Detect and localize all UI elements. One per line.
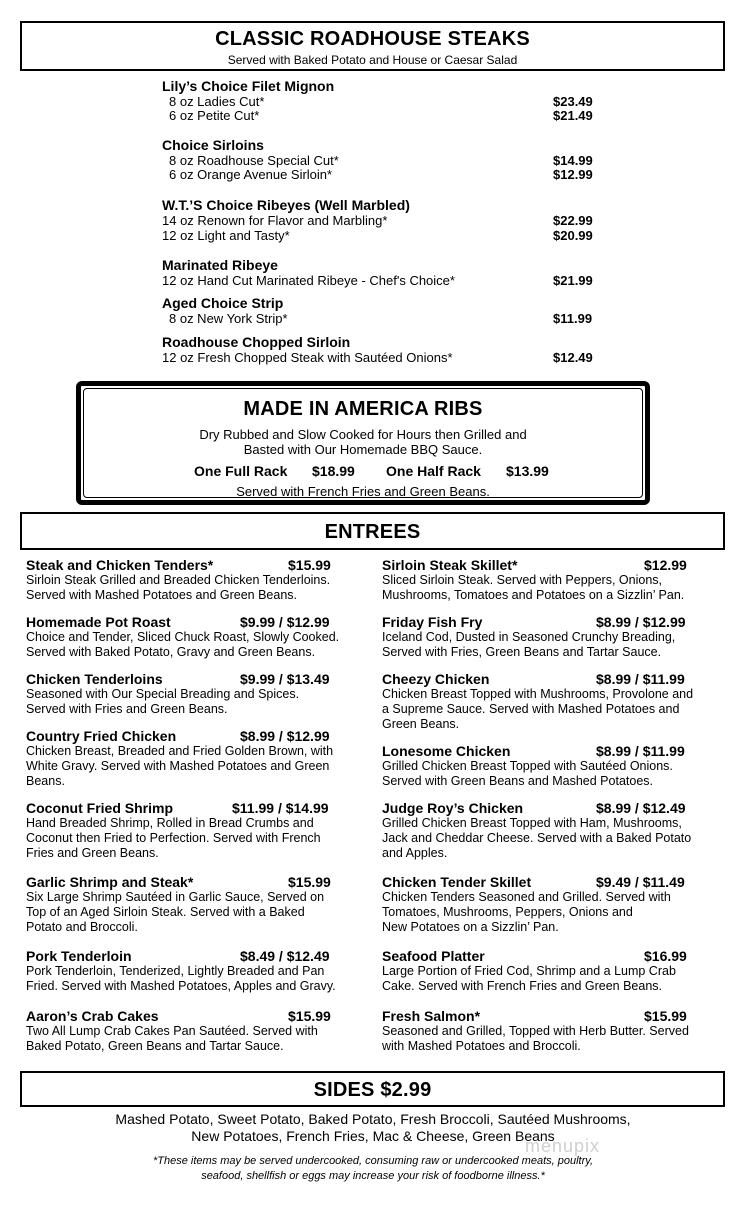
entree-description bbox=[26, 1024, 371, 1054]
entree-description-line: Served with Baked Potato, Gravy and Green Beans. bbox=[26, 645, 316, 659]
entrees-title: ENTREES bbox=[324, 521, 421, 543]
entree-description-line: Choice and Tender, Sliced Chuck Roast, Slowly Cooked. bbox=[26, 630, 340, 644]
steak-group-name: Aged Choice Strip bbox=[162, 295, 284, 311]
ribs-full-rack-label: One Full Rack bbox=[194, 463, 288, 479]
entree-description bbox=[26, 964, 371, 994]
entree-description-line: White Gravy. Served with Mashed Potatoes and Green bbox=[26, 759, 330, 773]
entree-description bbox=[382, 890, 727, 935]
entree-description bbox=[26, 687, 371, 717]
entree-description-line: Sliced Sirloin Steak. Served with Peppers, Onions, bbox=[382, 573, 662, 587]
entree-price: $15.99 bbox=[288, 874, 331, 890]
entree-description-line: Iceland Cod, Dusted in Seasoned Crunchy Breading, bbox=[382, 630, 676, 644]
entree-price: $8.99 / $12.49 bbox=[596, 800, 686, 816]
disclaimer-line: seafood, shellfish or eggs may increase your risk of foodborne illness.* bbox=[201, 1170, 545, 1182]
entree-description-line: Cake. Served with French Fries and Green Beans. bbox=[382, 979, 662, 993]
entree-price: $16.99 bbox=[644, 948, 687, 964]
entree-price: $8.99 / $11.99 bbox=[596, 743, 685, 759]
steak-item-label: 8 oz New York Strip* bbox=[169, 311, 288, 326]
entree-description-line: Six Large Shrimp Sautéed in Garlic Sauce, Served on bbox=[26, 890, 325, 904]
entree-description-line: Grilled Chicken Breast Topped with Ham, Mushrooms, bbox=[382, 816, 682, 830]
entree-description bbox=[382, 816, 727, 861]
entree-description-line: Served with Green Beans and Mashed Potatoes. bbox=[382, 774, 653, 788]
entree-description bbox=[382, 759, 727, 789]
entree-description-line: Fried. Served with Mashed Potatoes, Apples and Gravy. bbox=[26, 979, 336, 993]
entree-description-line: Baked Potato, Green Beans and Tartar Sauce. bbox=[26, 1039, 284, 1053]
entree-price: $15.99 bbox=[288, 1008, 331, 1024]
entree-name: Chicken Tenderloins bbox=[26, 671, 163, 687]
ribs-description-line: Basted with Our Homemade BBQ Sauce. bbox=[243, 442, 483, 457]
steak-item-price: $23.49 bbox=[553, 94, 593, 109]
entrees-header-box bbox=[20, 512, 725, 550]
steak-item-price: $11.99 bbox=[553, 311, 593, 326]
steak-item-label: 6 oz Petite Cut* bbox=[169, 108, 260, 123]
entree-description bbox=[382, 573, 727, 603]
entree-price: $8.99 / $11.99 bbox=[596, 671, 685, 687]
entree-description-line: Coconut then Fried to Perfection. Served with French bbox=[26, 831, 321, 845]
entree-description-line: Pork Tenderloin, Tenderized, Lightly Breaded and Pan bbox=[26, 964, 325, 978]
entree-description-line: Fries and Green Beans. bbox=[26, 846, 159, 860]
ribs-half-rack-price: $13.99 bbox=[506, 463, 549, 479]
entree-description bbox=[26, 816, 371, 861]
entree-description-line: Beans. bbox=[26, 774, 65, 788]
entree-description bbox=[382, 687, 727, 732]
entree-description bbox=[382, 964, 727, 994]
steak-item-price: $14.99 bbox=[553, 153, 593, 168]
entree-description-line: Grilled Chicken Breast Topped with Sautéed Onions. bbox=[382, 759, 673, 773]
entree-price: $15.99 bbox=[644, 1008, 687, 1024]
entree-price: $15.99 bbox=[288, 557, 331, 573]
steak-item-label: 12 oz Hand Cut Marinated Ribeye - Chef's Choice* bbox=[162, 273, 455, 288]
entree-name: Friday Fish Fry bbox=[382, 614, 483, 630]
entree-name: Pork Tenderloin bbox=[26, 948, 132, 964]
steak-item-price: $21.99 bbox=[553, 273, 593, 288]
entree-description-line: Hand Breaded Shrimp, Rolled in Bread Crumbs and bbox=[26, 816, 314, 830]
entree-description bbox=[382, 630, 727, 660]
steak-item-price: $20.99 bbox=[553, 228, 593, 243]
entree-description-line: Served with Fries, Green Beans and Tartar Sauce. bbox=[382, 645, 662, 659]
sides-list-line: Mashed Potato, Sweet Potato, Baked Potato, Fresh Broccoli, Sautéed Mushrooms, bbox=[115, 1111, 631, 1127]
entree-name: Judge Roy’s Chicken bbox=[382, 800, 524, 816]
sides-header-box bbox=[20, 1071, 725, 1107]
entree-description-line: Chicken Breast Topped with Mushrooms, Provolone and bbox=[382, 687, 694, 701]
sides-list bbox=[0, 1111, 746, 1145]
entree-description-line: Seasoned with Our Special Breading and Spices. bbox=[26, 687, 300, 701]
entree-price: $8.99 / $12.99 bbox=[596, 614, 686, 630]
entree-description-line: Green Beans. bbox=[382, 717, 460, 731]
entree-price: $12.99 bbox=[644, 557, 687, 573]
steaks-title: CLASSIC ROADHOUSE STEAKS bbox=[215, 28, 530, 50]
entree-name: Chicken Tender Skillet bbox=[382, 874, 532, 890]
entree-price: $9.49 / $11.49 bbox=[596, 874, 685, 890]
steak-group-name: Choice Sirloins bbox=[162, 137, 264, 153]
entree-description-line: Jack and Cheddar Cheese. Served with a Baked Potato bbox=[382, 831, 692, 845]
steak-item-label: 12 oz Light and Tasty* bbox=[162, 228, 290, 243]
entree-description-line: New Potatoes on a Sizzlin’ Pan. bbox=[382, 920, 559, 934]
steak-item-label: 12 oz Fresh Chopped Steak with Sautéed Onions* bbox=[162, 350, 453, 365]
entree-name: Cheezy Chicken bbox=[382, 671, 490, 687]
entree-description-line: Seasoned and Grilled, Topped with Herb Butter. Served bbox=[382, 1024, 689, 1038]
entree-description-line: and Apples. bbox=[382, 846, 448, 860]
entree-description-line: Top of an Aged Sirloin Steak. Served with a Baked bbox=[26, 905, 305, 919]
steak-group-name: Lily’s Choice Filet Mignon bbox=[162, 78, 335, 94]
steak-item-label: 6 oz Orange Avenue Sirloin* bbox=[169, 167, 333, 182]
entree-name: Sirloin Steak Skillet* bbox=[382, 557, 518, 573]
entree-price: $9.99 / $13.49 bbox=[240, 671, 330, 687]
entree-name: Coconut Fried Shrimp bbox=[26, 800, 173, 816]
steak-item-price: $12.99 bbox=[553, 167, 593, 182]
watermark-text: menupix bbox=[525, 1136, 601, 1156]
steak-item-price: $21.49 bbox=[553, 108, 593, 123]
entree-description-line: a Supreme Sauce. Served with Mashed Potatoes and bbox=[382, 702, 680, 716]
entree-description bbox=[26, 744, 371, 789]
entree-name: Lonesome Chicken bbox=[382, 743, 511, 759]
entree-description-line: Mushrooms, Tomatoes and Potatoes on a Sizzlin’ Pan. bbox=[382, 588, 685, 602]
ribs-served-with: Served with French Fries and Green Beans. bbox=[236, 484, 490, 499]
entree-name: Fresh Salmon* bbox=[382, 1008, 481, 1024]
entree-description-line: Potato and Broccoli. bbox=[26, 920, 138, 934]
steak-group-name: W.T.’S Choice Ribeyes (Well Marbled) bbox=[162, 197, 410, 213]
entree-description-line: Two All Lump Crab Cakes Pan Sautéed. Served with bbox=[26, 1024, 318, 1038]
entree-description bbox=[26, 630, 371, 660]
ribs-title: MADE IN AMERICA RIBS bbox=[243, 398, 483, 420]
entree-price: $11.99 / $14.99 bbox=[232, 800, 329, 816]
steaks-header-box bbox=[20, 21, 725, 71]
entree-name: Homemade Pot Roast bbox=[26, 614, 171, 630]
entree-name: Garlic Shrimp and Steak* bbox=[26, 874, 194, 890]
entree-description bbox=[382, 1024, 727, 1054]
steak-item-label: 8 oz Roadhouse Special Cut* bbox=[169, 153, 339, 168]
entree-name: Steak and Chicken Tenders* bbox=[26, 557, 214, 573]
entree-name: Aaron’s Crab Cakes bbox=[26, 1008, 159, 1024]
entree-description-line: Served with Mashed Potatoes and Green Beans. bbox=[26, 588, 297, 602]
entree-description-line: Tomatoes, Mushrooms, Peppers, Onions and bbox=[382, 905, 633, 919]
entree-price: $9.99 / $12.99 bbox=[240, 614, 330, 630]
entree-description-line: with Mashed Potatoes and Broccoli. bbox=[382, 1039, 581, 1053]
ribs-full-rack-price: $18.99 bbox=[312, 463, 355, 479]
steak-item-price: $12.49 bbox=[553, 350, 593, 365]
ribs-description-line: Dry Rubbed and Slow Cooked for Hours then Grilled and bbox=[199, 427, 527, 442]
ribs-half-rack-label: One Half Rack bbox=[386, 463, 481, 479]
steaks-subtitle: Served with Baked Potato and House or Caesar Salad bbox=[227, 53, 518, 67]
steak-item-label: 14 oz Renown for Flavor and Marbling* bbox=[162, 213, 388, 228]
disclaimer bbox=[0, 1154, 746, 1184]
entree-name: Country Fried Chicken bbox=[26, 728, 177, 744]
steak-group-name: Marinated Ribeye bbox=[162, 257, 278, 273]
ribs-box bbox=[76, 381, 650, 505]
steak-group-name: Roadhouse Chopped Sirloin bbox=[162, 334, 351, 350]
steak-item-price: $22.99 bbox=[553, 213, 593, 228]
entree-name: Seafood Platter bbox=[382, 948, 485, 964]
entree-description-line: Sirloin Steak Grilled and Breaded Chicken Tenderloins. bbox=[26, 573, 331, 587]
entree-description bbox=[26, 890, 371, 935]
entree-price: $8.49 / $12.49 bbox=[240, 948, 330, 964]
entree-description-line: Served with Fries and Green Beans. bbox=[26, 702, 228, 716]
steak-item-label: 8 oz Ladies Cut* bbox=[169, 94, 265, 109]
entree-price: $8.99 / $12.99 bbox=[240, 728, 330, 744]
entree-description-line: Chicken Breast, Breaded and Fried Golden Brown, with bbox=[26, 744, 334, 758]
sides-title: SIDES $2.99 bbox=[313, 1079, 432, 1101]
disclaimer-line: *These items may be served undercooked, consuming raw or undercooked meats, poultry, bbox=[152, 1155, 594, 1167]
entree-description-line: Chicken Tenders Seasoned and Grilled. Served with bbox=[382, 890, 671, 904]
entree-description bbox=[26, 573, 371, 603]
entree-description-line: Large Portion of Fried Cod, Shrimp and a Lump Crab bbox=[382, 964, 676, 978]
sides-list-line: New Potatoes, French Fries, Mac & Cheese, Green Beans bbox=[191, 1128, 555, 1144]
